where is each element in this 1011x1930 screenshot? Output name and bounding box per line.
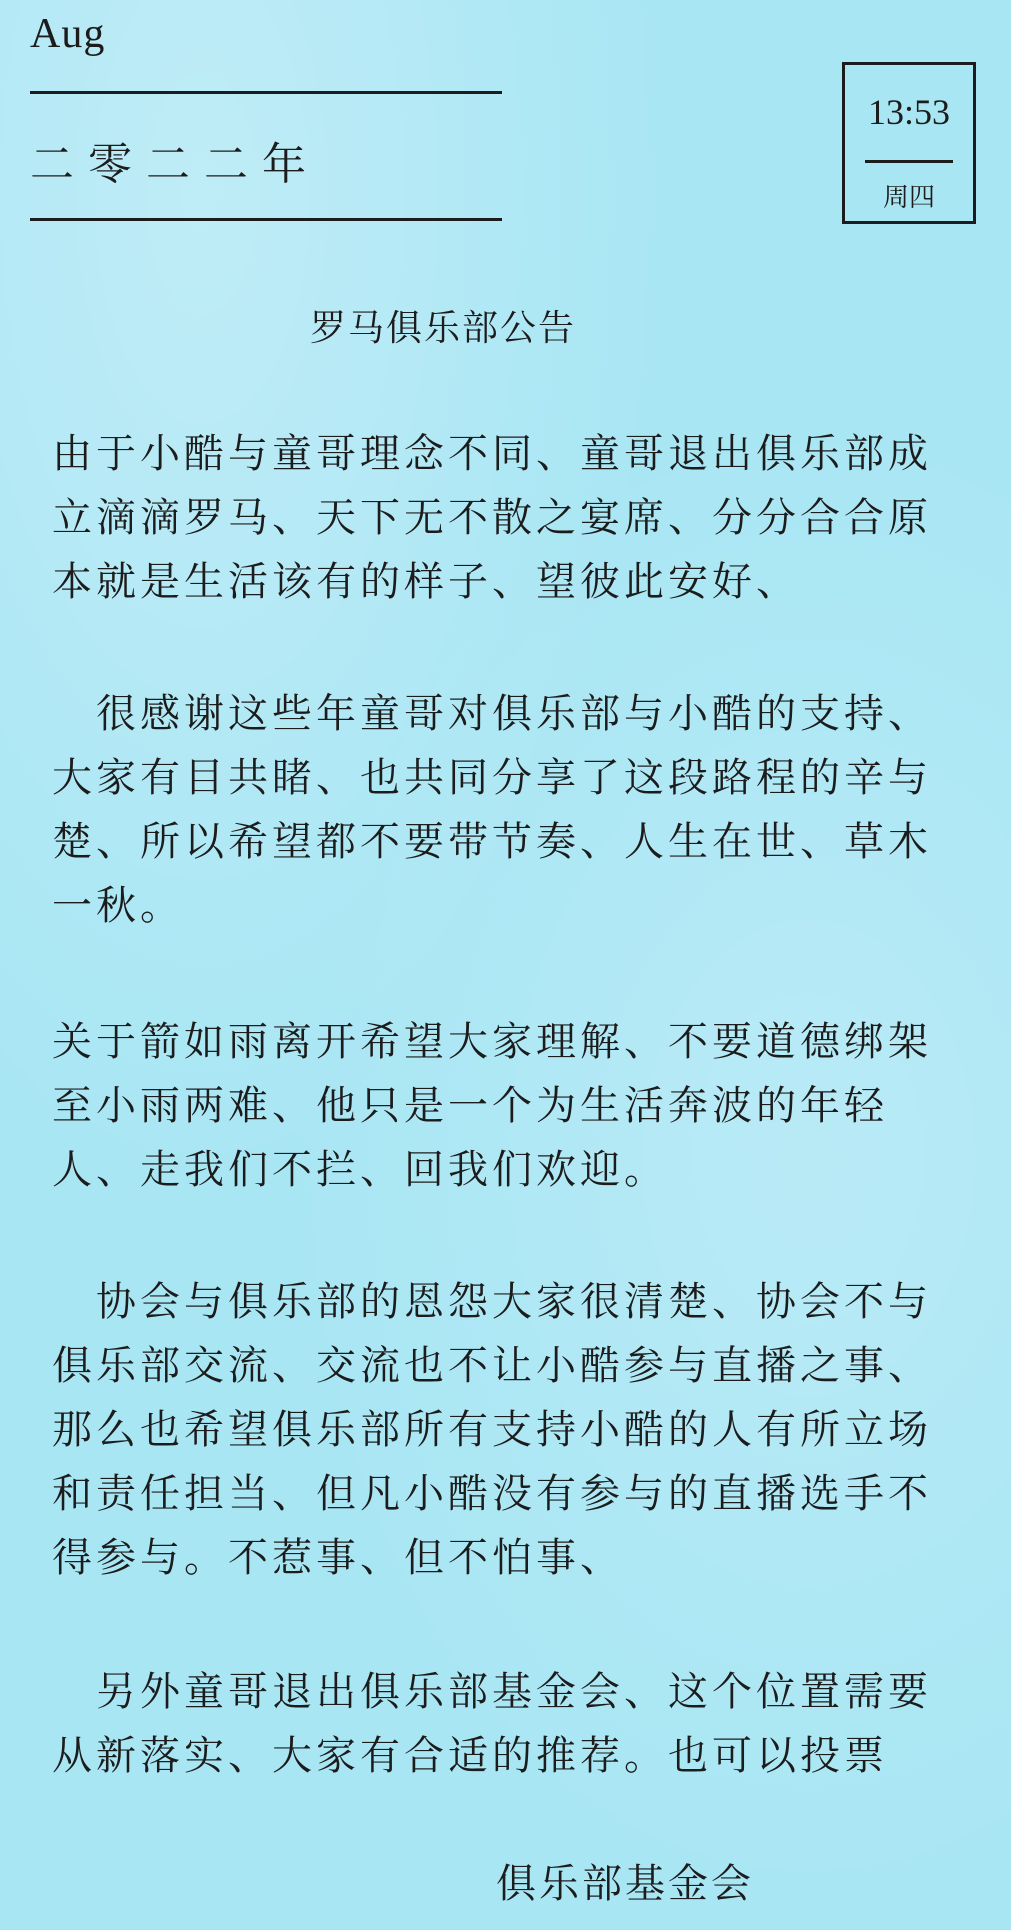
clock-time: 13:53 — [867, 92, 950, 132]
notice-signature: 俱乐部基金会 — [496, 1861, 754, 1907]
header-rule-top — [30, 91, 502, 94]
clock-box — [842, 62, 976, 224]
notice-paragraph: 另外童哥退出俱乐部基金会、这个位置需要从新落实、大家有合适的推荐。也可以投票 — [52, 1669, 932, 1779]
notice-paragraph: 由于小酷与童哥理念不同、童哥退出俱乐部成立滴滴罗马、天下无不散之宴席、分分合合原本就是生活该有的样子、望彼此安好、 — [52, 431, 932, 605]
header-rule-bottom — [30, 218, 502, 221]
notice-paragraph: 协会与俱乐部的恩怨大家很清楚、协会不与俱乐部交流、交流也不让小酷参与直播之事、那么也希望俱乐部所有支持小酷的人有所立场和责任担当、但凡小酷没有参与的直播选手不得参与。不惹事、但不怕事、 — [52, 1279, 932, 1581]
month-label: Aug — [30, 11, 106, 57]
notice-paragraph: 关于箭如雨离开希望大家理解、不要道德绑架至小雨两难、他只是一个为生活奔波的年轻人、走我们不拦、回我们欢迎。 — [52, 1019, 932, 1193]
clock-weekday: 周四 — [882, 183, 935, 213]
notice-paragraph: 很感谢这些年童哥对俱乐部与小酷的支持、大家有目共睹、也共同分享了这段路程的辛与楚、所以希望都不要带节奏、人生在世、草木一秋。 — [52, 691, 932, 929]
year-label: 二零二二年 — [30, 139, 320, 190]
notice-title: 罗马俱乐部公告 — [310, 308, 577, 349]
clock-divider — [865, 160, 953, 163]
